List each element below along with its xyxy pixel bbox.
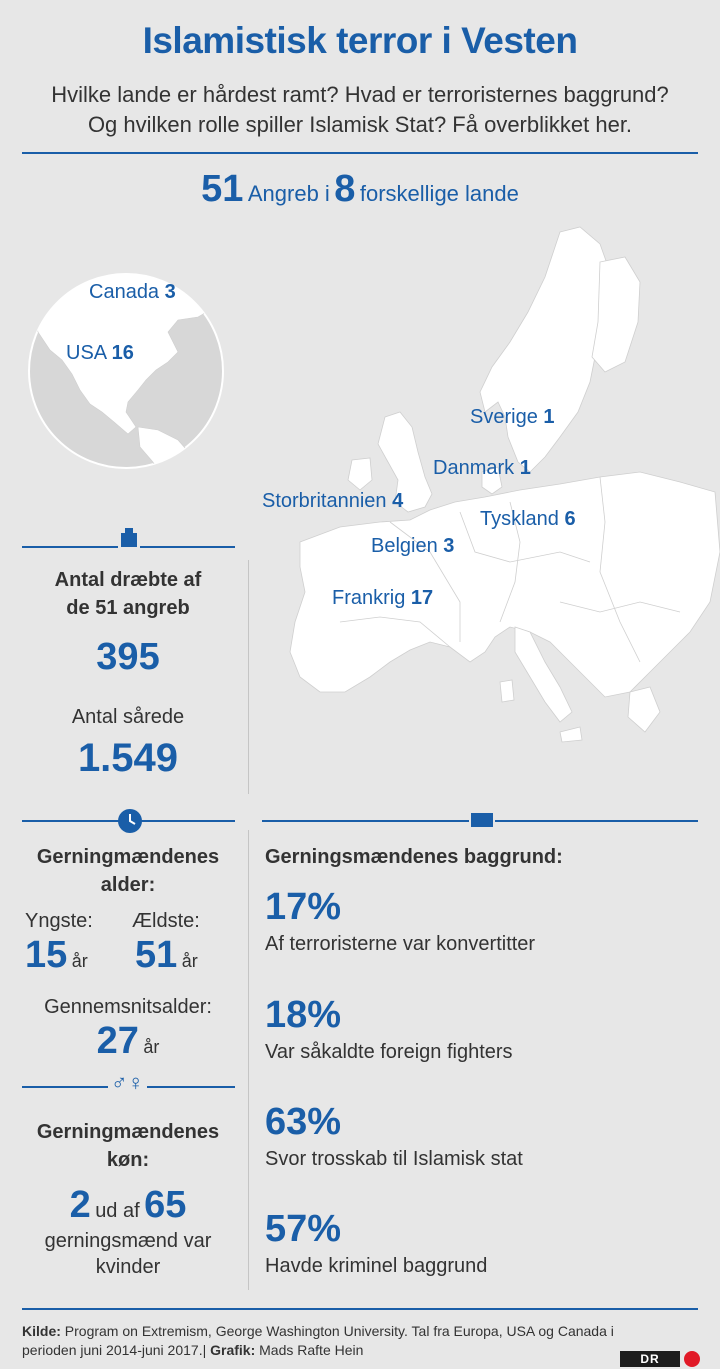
label-usa: USA 16	[66, 342, 134, 364]
women-count-line: 2 ud af 65	[69, 1184, 187, 1226]
wounded-count: 1.549	[77, 736, 179, 780]
countries-label: forskellige lande	[359, 181, 519, 206]
background-item	[265, 886, 535, 956]
label-tyskland: Tyskland 6	[480, 508, 576, 530]
background-pct: 57%	[265, 1208, 342, 1250]
background-pct: 18%	[265, 994, 342, 1036]
wounded-label: Antal sårede	[71, 706, 185, 728]
background-heading: Gerningsmændenes baggrund:	[265, 846, 563, 868]
clock-icon	[118, 809, 142, 833]
oldest-value: 51 år	[135, 934, 198, 976]
label-danmark: Danmark 1	[433, 457, 531, 479]
average-label: Gennemsnitsalder:	[44, 996, 212, 1018]
label-canada: Canada 3	[89, 281, 176, 303]
summary-line	[0, 168, 720, 211]
attacks-label: Angreb i	[247, 181, 330, 206]
background-text: Havde kriminel baggrund	[265, 1255, 488, 1277]
label-sverige: Sverige 1	[470, 406, 555, 428]
page-title: Islamistisk terror i Vesten	[142, 20, 578, 61]
casualties-icon	[118, 526, 140, 548]
subtitle-line-2: Og hvilken rolle spiller Islamisk Stat? Få overblikket her.	[87, 112, 633, 137]
youngest-value: 15 år	[25, 934, 88, 976]
subtitle	[20, 80, 700, 140]
column-separator-top	[248, 560, 249, 794]
label-storbritannien: Storbritannien 4	[262, 490, 404, 512]
background-pct: 17%	[265, 886, 342, 928]
background-item	[265, 994, 513, 1064]
gender-heading: Gerningmændenes køn:	[36, 1121, 220, 1171]
background-text: Var såkaldte foreign fighters	[265, 1041, 513, 1063]
header-divider	[22, 152, 698, 154]
flag-icon	[469, 811, 495, 829]
gender-icon: ♂♀	[108, 1070, 147, 1096]
background-pct: 63%	[265, 1101, 342, 1143]
footer-divider	[22, 1308, 698, 1310]
background-item	[265, 1101, 523, 1171]
source-note: Kilde: Program on Extremism, George Washington University. Tal fra Europa, USA og Canada i perioden juni 2014-juni 2017.| Grafik: Mads Rafte Hein	[22, 1323, 614, 1358]
dr-logo-text: DR	[620, 1351, 680, 1367]
label-frankrig: Frankrig 17	[332, 587, 434, 609]
age-heading: Gerningmændenes alder:	[36, 846, 220, 896]
dr-logo	[620, 1351, 706, 1367]
killed-count: 395	[96, 636, 160, 678]
killed-heading: Antal dræbte af de 51 angreb	[54, 569, 202, 619]
background-text: Svor trosskab til Islamisk stat	[265, 1148, 523, 1170]
oldest-label: Ældste:	[132, 910, 200, 932]
countries-count: 8	[334, 168, 356, 210]
label-belgien: Belgien 3	[371, 535, 455, 557]
average-value: 27 år	[96, 1020, 160, 1062]
subtitle-line-1: Hvilke lande er hårdest ramt? Hvad er terroristernes baggrund?	[51, 82, 669, 107]
background-item	[265, 1208, 487, 1278]
attacks-count: 51	[201, 168, 244, 210]
women-text: gerningsmænd var kvinder	[44, 1230, 212, 1278]
dr-logo-mark	[684, 1351, 700, 1367]
background-text: Af terroristerne var konvertitter	[265, 933, 536, 955]
youngest-label: Yngste:	[25, 910, 93, 932]
